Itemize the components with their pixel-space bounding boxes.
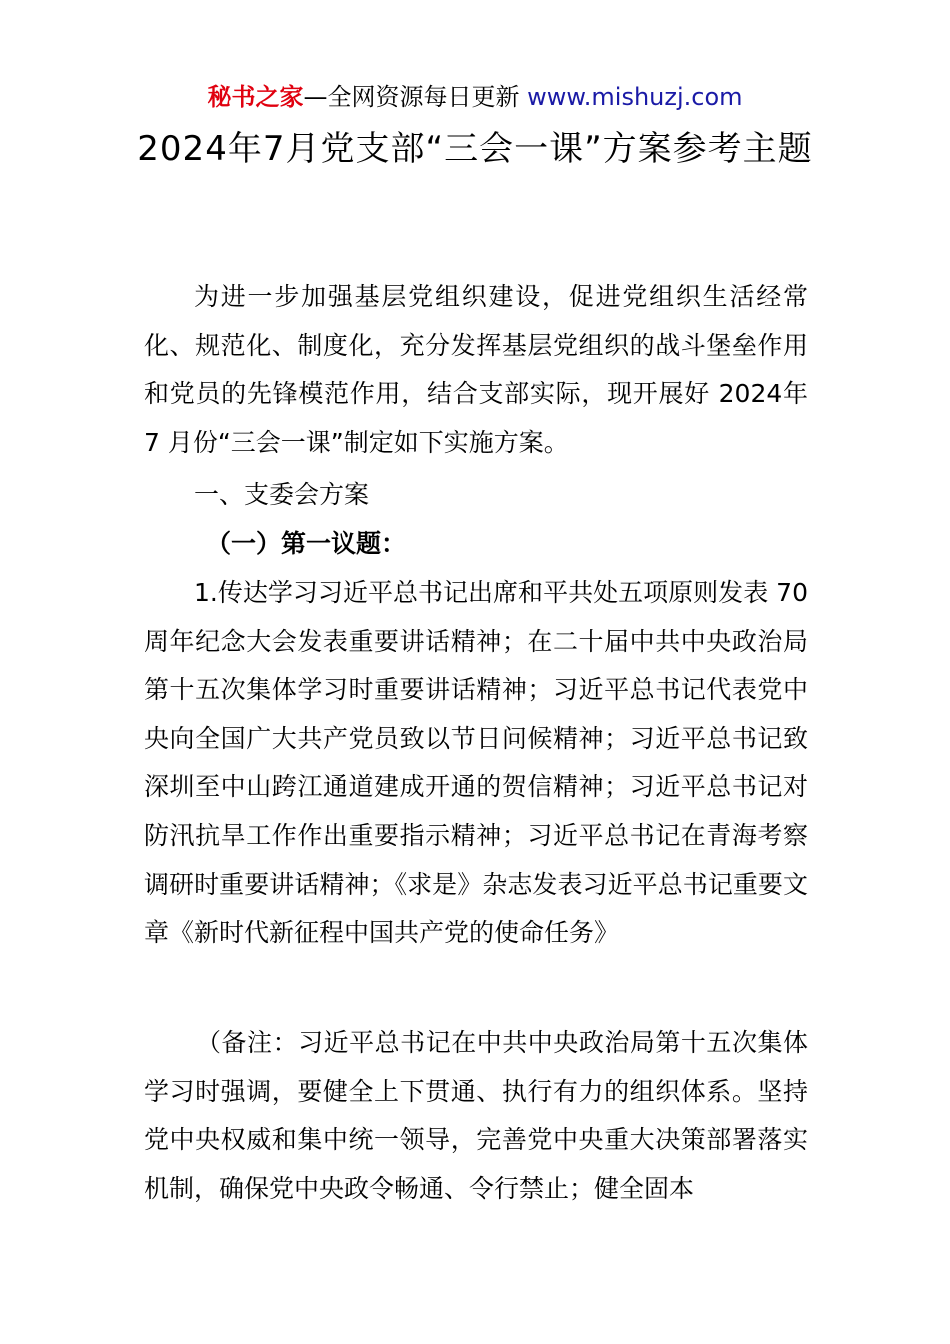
note-text: （备注：习近平总书记在中共中央政治局第十五次集体学习时强调，要健全上下贯通、执行有力的组织体系。坚持党中央权威和集中统一领导，完善党中央重大决策部署落实机制，确保党中央政令畅通、令行禁止；健全固本 [144,1028,808,1203]
section-heading [144,471,808,520]
banner-tagline: —全网资源每日更新 [303,83,528,111]
item-paragraph [144,569,808,958]
note-paragraph [144,1019,808,1213]
intro-paragraph [144,273,808,467]
banner-brand: 秘书之家 [207,83,304,111]
intro-text: 为进一步加强基层党组织建设，促进党组织生活经常化、规范化、制度化，充分发挥基层党组织的战斗堡垒作用和党员的先锋模范作用，结合支部实际，现开展好 2024年 7 月份“三会一课”制定如下实施方案。 [144,282,808,457]
document-title: 2024年7月党支部“三会一课”方案参考主题 [137,129,813,169]
subsection-heading-text: （一）第一议题： [206,529,407,558]
banner-url-link[interactable]: www.mishuzj.com [527,83,743,111]
item-1-text: 1.传达学习习近平总书记出席和平共处五项原则发表 70 周年纪念大会发表重要讲话精神；在二十届中共中央政治局第十五次集体学习时重要讲话精神；习近平总书记代表党中央向全国广大共产党员致以节日问候精神；习近平总书记致深圳至中山跨江通道建成开通的贺信精神；习近平总书记对防汛抗旱工作作出重要指示精神；习近平总书记在青海考察调研时重要讲话精神；《求是》杂志发表习近平总书记重要文章《新时代新征程中国共产党的使命任务》 [144,578,808,948]
section-heading-text: 一、支委会方案 [194,480,370,509]
site-banner [0,80,950,114]
subsection-heading [144,520,808,569]
